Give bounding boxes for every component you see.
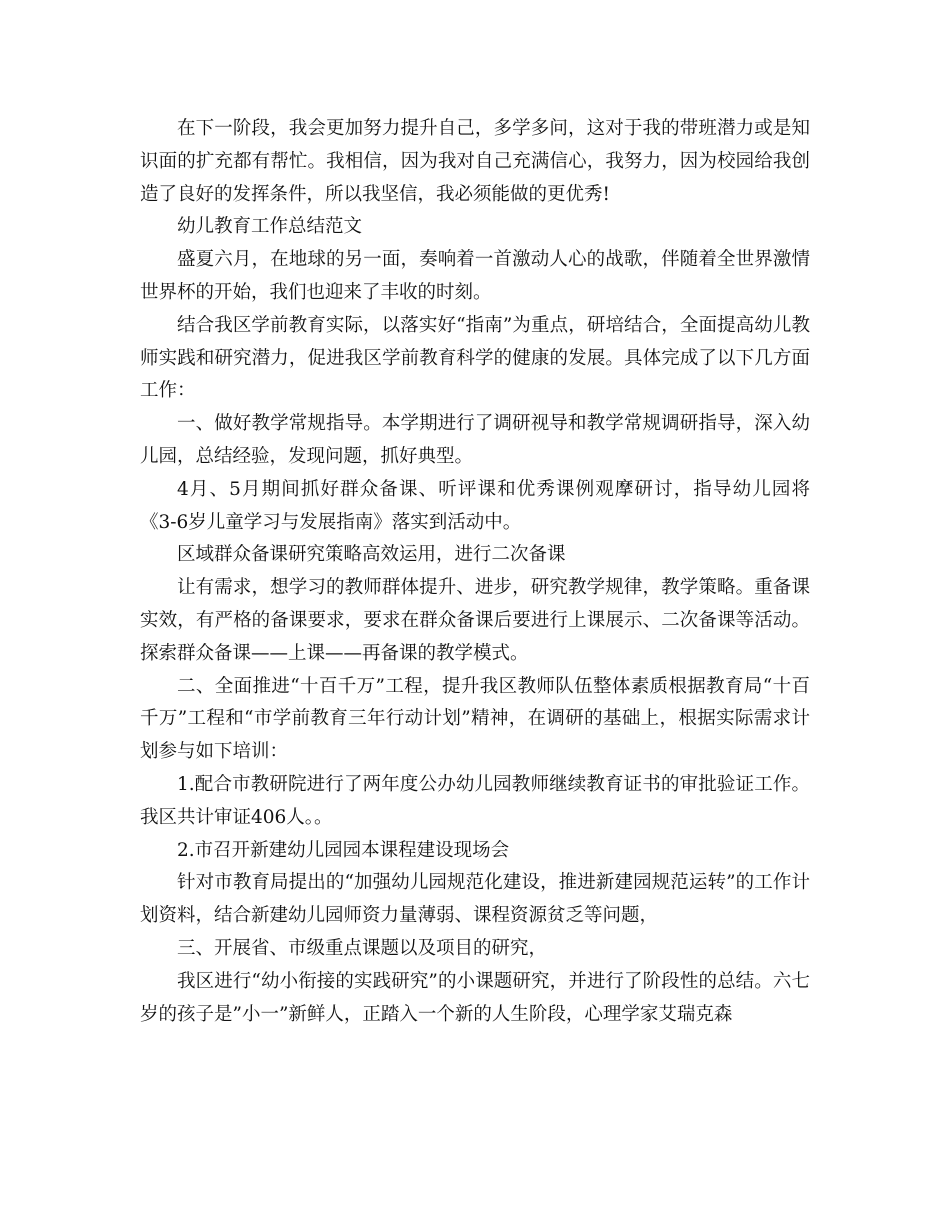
paragraph-item-three: 三、开展省、市级重点课题以及项目的研究，	[177, 937, 548, 959]
paragraph-item-one: 一、做好教学常规指导。本学期进行了调研视导和教学常规调研指导，深入幼儿园，总结经验，发现问题，抓好典型。	[140, 413, 810, 467]
paragraph-group-lesson-heading: 区域群众备课研究策略高效运用，进行二次备课	[177, 544, 566, 566]
paragraph-overview: 结合我区学前教育实际，以落实好“指南”为重点，研培结合，全面提高幼儿教师实践和研究潜力，促进我区学前教育科学的健康的发展。具体完成了以下几方面工作：	[140, 314, 810, 402]
paragraph-teacher-growth: 让有需求，想学习的教师群体提升、进步，研究教学规律，教学策略。重备课实效，有严格的备课要求，要求在群众备课后要进行上课展示、二次备课等活动。探索群众备课——上课——再备课的教学模式。	[140, 577, 810, 664]
paragraph-april-may: 4月、5月期间抓好群众备课、听评课和优秀课例观摩研讨，指导幼儿园将《3-6岁儿童学习与发展指南》落实到活动中。	[140, 478, 810, 533]
section-title: 幼儿教育工作总结范文	[177, 216, 363, 238]
document-body	[140, 113, 810, 1031]
paragraph-intro: 盛夏六月，在地球的另一面，奏响着一首激动人心的战歌，伴随着全世界激情世界杯的开始，我们也迎来了丰收的时刻。	[140, 249, 810, 303]
paragraph-closing-remarks: 在下一阶段，我会更加努力提升自己，多学多问，这对于我的带班潜力或是知识面的扩充都有帮忙。我相信，因为我对自己充满信心，我努力，因为校园给我创造了良好的发挥条件，所以我坚信，我必须能做的更优秀!	[140, 118, 810, 205]
paragraph-standardization: 针对市教育局提出的“加强幼儿园规范化建设，推进新建园规范运转”的工作计划资料，结合新建幼儿园师资力量薄弱、课程资源贫乏等问题，	[140, 872, 810, 927]
paragraph-certificate-review: 1.配合市教研院进行了两年度公办幼儿园教师继续教育证书的审批验证工作。我区共计审证406人。。	[140, 773, 810, 828]
paragraph-item-two: 二、全面推进“十百千万”工程，提升我区教师队伍整体素质根据教育局“十百千万”工程和“市学前教育三年行动计划”精神，在调研的基础上，根据实际需求计划参与如下培训：	[140, 675, 810, 763]
paragraph-site-meeting: 2.市召开新建幼儿园园本课程建设现场会	[177, 839, 510, 861]
paragraph-transition-research: 我区进行“幼小衔接的实践研究”的小课题研究，并进行了阶段性的总结。六七岁的孩子是”小一”新鲜人，正踏入一个新的人生阶段，心理学家艾瑞克森	[140, 970, 810, 1025]
